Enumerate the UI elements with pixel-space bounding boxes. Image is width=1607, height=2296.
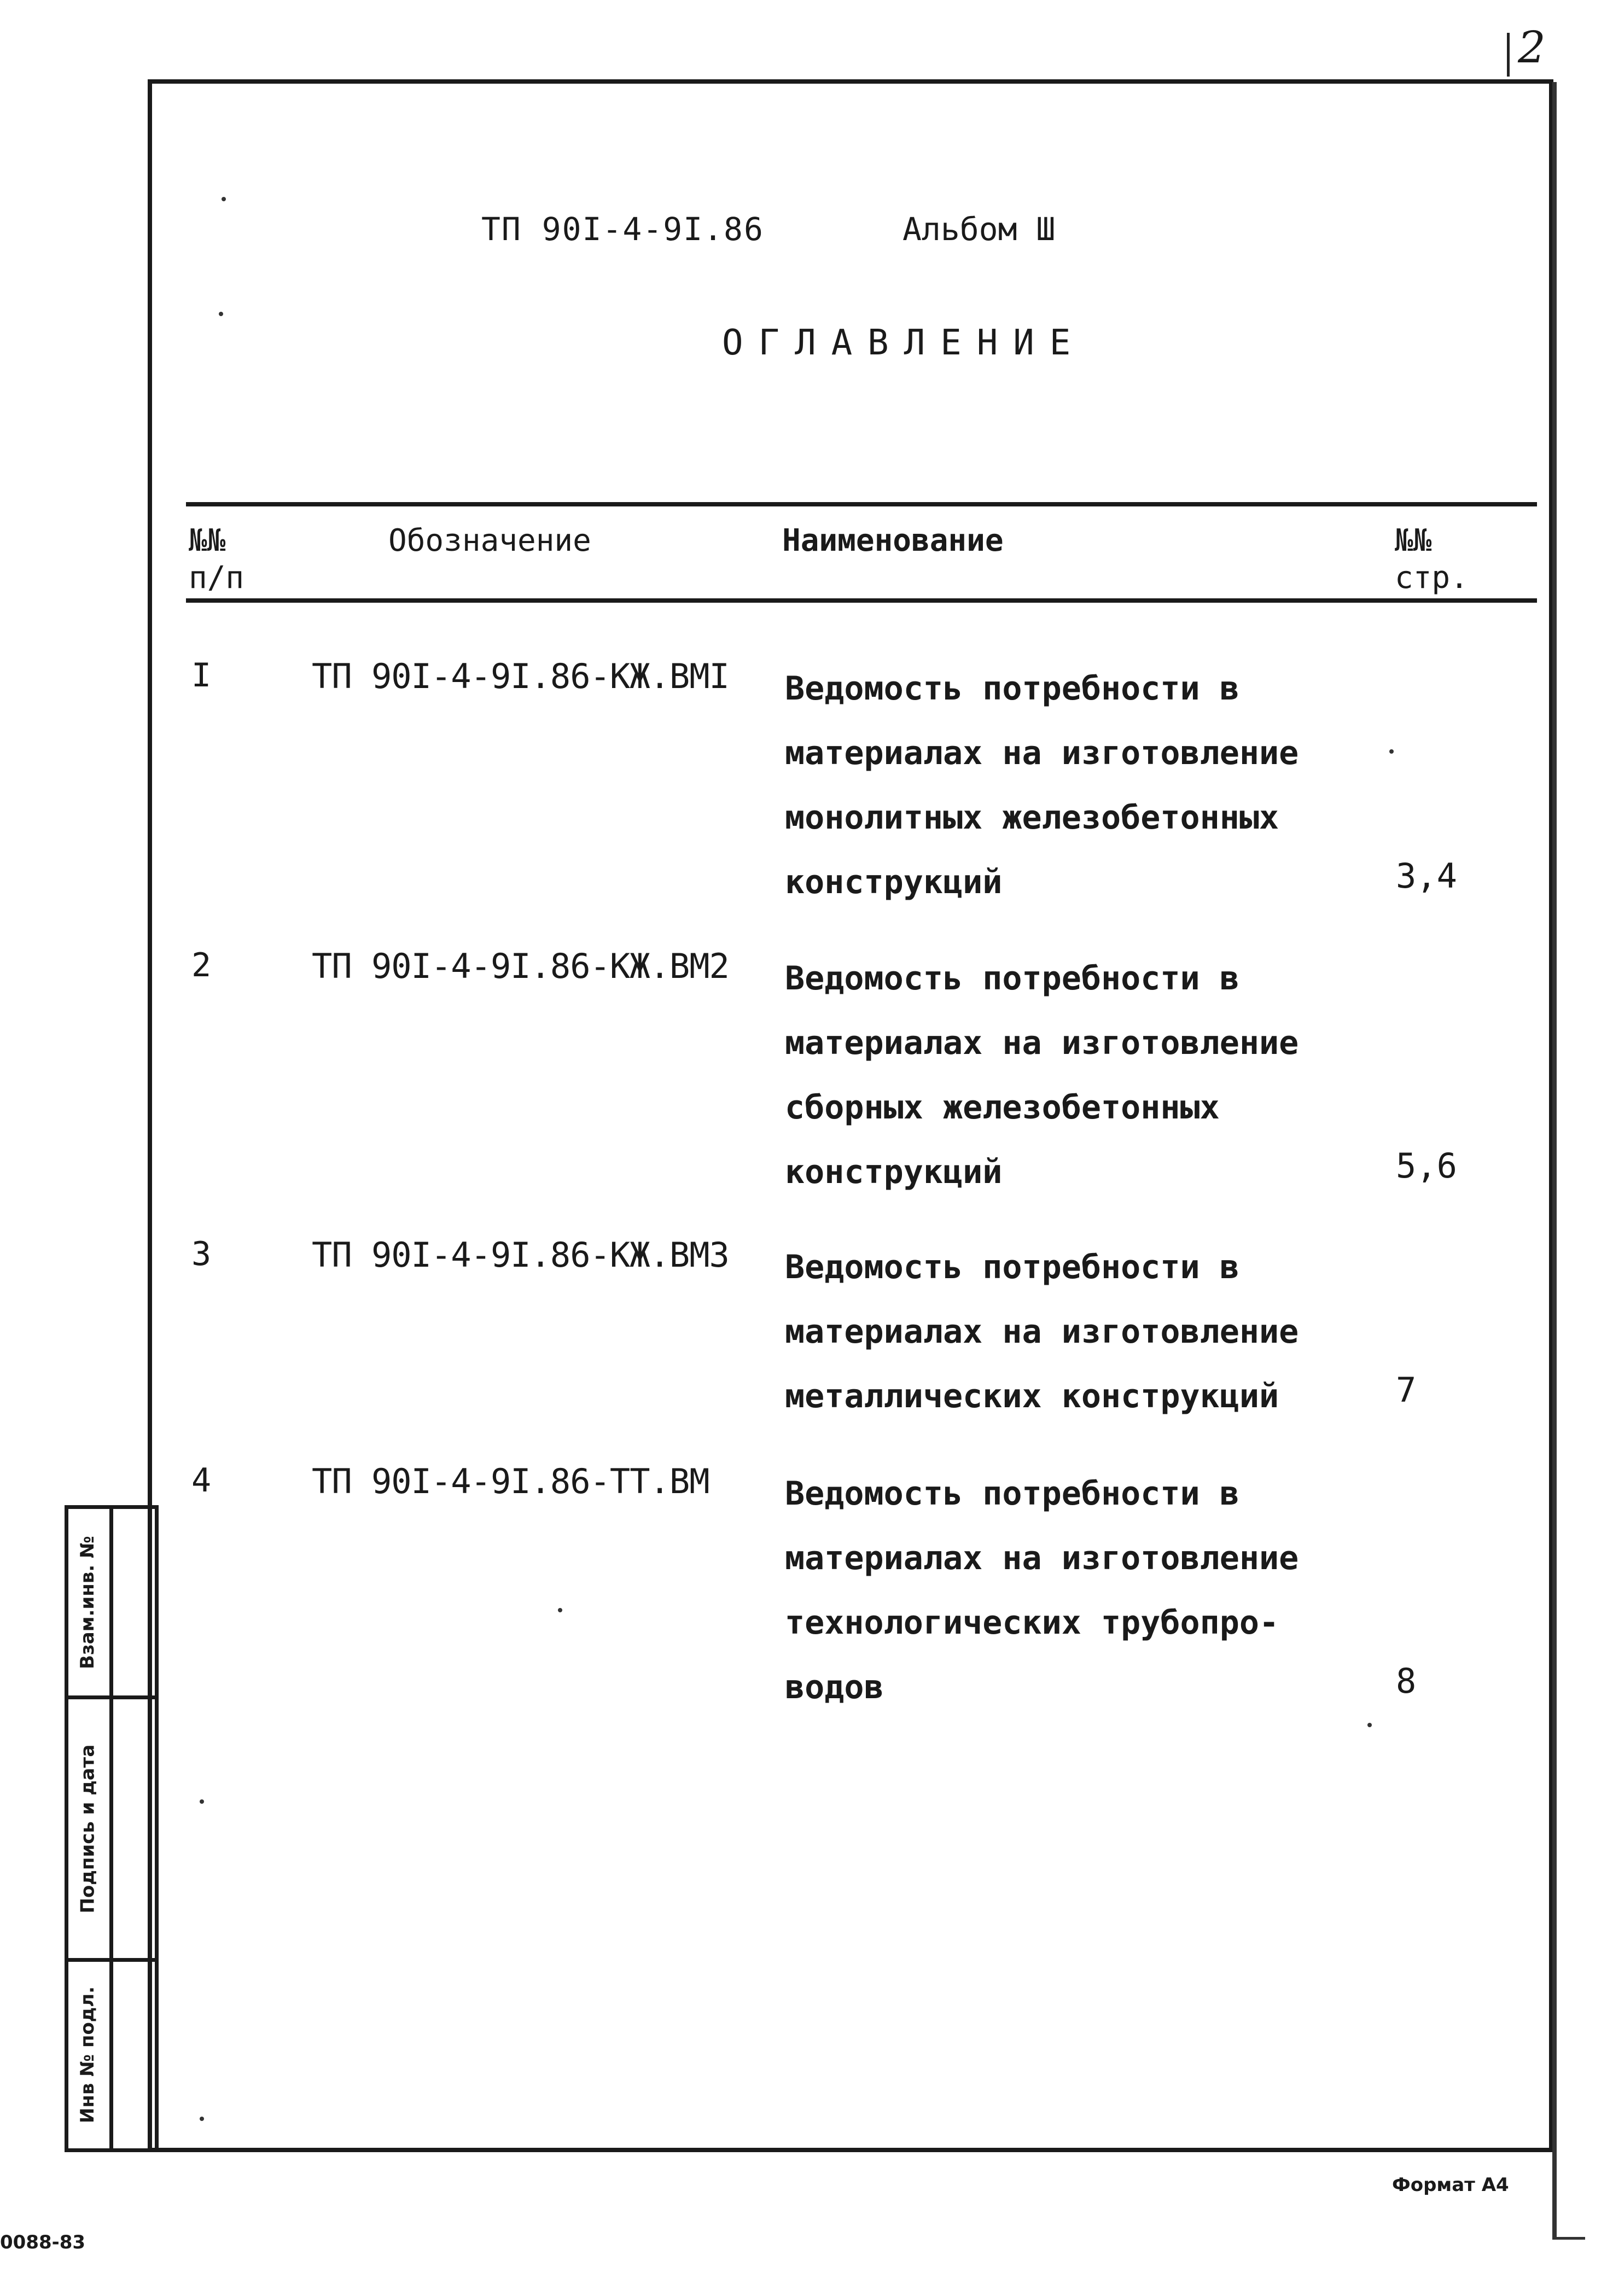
side-stamp-divider [65,1958,159,1962]
side-stamp-text: Взам.инв. № [77,1536,98,1669]
row-pages: 7 [1396,1370,1417,1410]
row-name [785,1235,1387,1429]
side-stamp-label [66,1510,109,1695]
row-name-line: материалах на изготовление [785,1024,1299,1062]
frame-outer-line [1552,82,1557,2240]
frame-outer-line-bottom [1552,2237,1585,2240]
table-top-rule [186,502,1537,506]
row-name-line: монолитных железобетонных [785,799,1279,837]
scan-speck [1389,749,1394,754]
row-name [785,656,1387,914]
column-header-pages-line1: №№ [1395,523,1432,558]
row-name-line: материалах на изготовление [785,1313,1299,1351]
row-designation: ТП 90I-4-9I.86-КЖ.ВМI [312,656,729,696]
row-designation: ТП 90I-4-9I.86-КЖ.ВМ3 [312,1235,729,1275]
row-number: 2 [191,946,212,984]
column-header-pages-line2: стр. [1395,560,1469,596]
row-name-line: Ведомость потребности в [785,1248,1239,1286]
row-pages: 5,6 [1396,1146,1457,1186]
column-header-number [189,522,244,597]
row-pages: 3,4 [1396,856,1457,896]
row-number: 4 [191,1461,212,1500]
table-header-rule [186,598,1537,603]
side-stamp-text: Инв № подл. [77,1986,99,2124]
row-name-line: Ведомость потребности в [785,1475,1239,1513]
side-stamp-label [66,1962,109,2148]
row-designation: ТП 90I-4-9I.86-КЖ.ВМ2 [312,946,729,986]
scan-speck [200,1799,204,1804]
row-name-line: Ведомость потребности в [785,959,1239,998]
row-name-line: металлических конструкций [785,1377,1279,1415]
scan-speck [222,197,226,201]
row-name-line: материалах на изготовление [785,1539,1299,1577]
row-name [785,1461,1387,1720]
side-stamp-label [66,1699,109,1958]
row-name-line: технологических трубопро- [785,1604,1279,1642]
row-name-line: конструкций [785,863,1003,901]
row-name-line: материалах на изготовление [785,734,1299,772]
row-name-line: конструкций [785,1153,1003,1191]
column-header-number-line1: №№ [189,523,226,558]
side-stamp-divider [65,1695,159,1699]
column-header-designation: Обозначение [388,523,591,558]
row-number: 3 [191,1235,212,1273]
format-label: Формат А4 [1392,2174,1509,2196]
document-code: ТП 90I-4-9I.86 [481,211,764,248]
side-stamp-divider [109,1505,113,2152]
scan-speck [558,1608,562,1612]
row-pages: 8 [1396,1661,1417,1701]
row-number: I [191,656,212,695]
row-name-line: Ведомость потребности в [785,669,1239,708]
side-stamp-text: Подпись и дата [77,1744,99,1913]
scan-speck [1367,1723,1372,1727]
page-number-tick [1507,33,1510,77]
page-title: ОГЛАВЛЕНИЕ [722,323,1086,363]
scan-speck [219,312,223,316]
page-number: 2 [1518,22,1546,73]
column-header-name: Наименование [782,523,1004,558]
scan-speck [200,2117,204,2121]
row-name-line: водов [785,1668,884,1706]
row-name-line: сборных железобетонных [785,1088,1220,1127]
album-label: Альбом Ш [903,211,1056,248]
row-name [785,946,1387,1204]
row-designation: ТП 90I-4-9I.86-ТТ.ВМ [312,1461,709,1501]
stamp-code: 0088-83 [0,2231,86,2253]
column-header-number-line2: п/п [189,560,244,596]
column-header-pages [1395,522,1469,597]
